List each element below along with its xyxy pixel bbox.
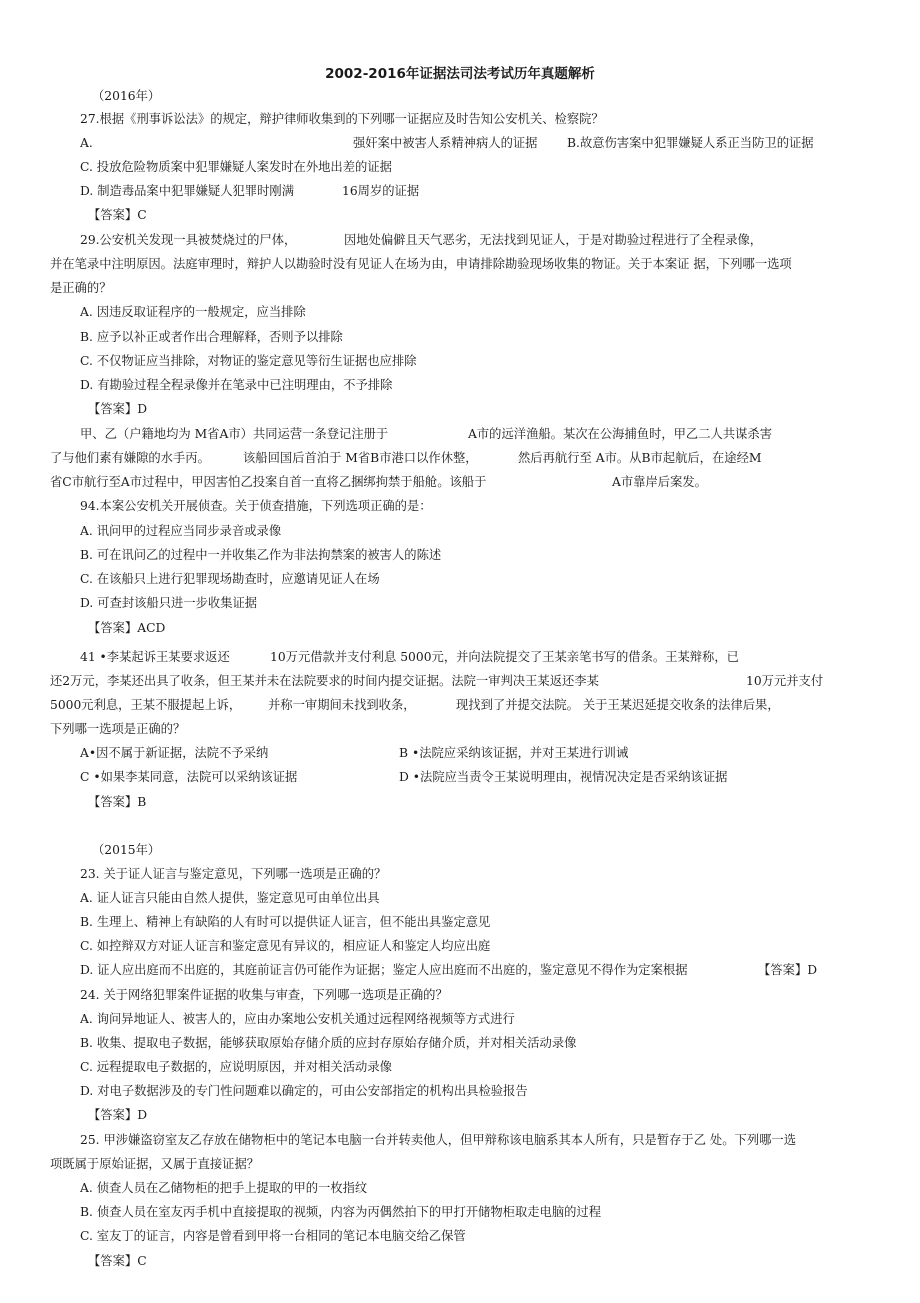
q41-line-1b: 10万元借款并支付利息 5000元，并向法院提交了王某亲笔书写的借条。王某辩称，已 [270, 650, 739, 664]
q24-option-d: D. 对电子数据涉及的专门性问题难以确定的，可由公安部指定的机构出具检验报告 [80, 1084, 528, 1098]
q41-option-c: C •如果李某同意，法院可以采纳该证据 [80, 770, 298, 784]
q94-option-a: A. 讯问甲的过程应当同步录音或录像 [80, 524, 282, 538]
q25-answer: 【答案】C [88, 1254, 147, 1268]
q29-option-c: C. 不仅物证应当排除，对物证的鉴定意见等衍生证据也应排除 [80, 354, 417, 368]
q41-line-1a: 41 •李某起诉王某要求返还 [80, 650, 230, 664]
q27-option-b: B.故意伤害案中犯罪嫌疑人系正当防卫的证据 [567, 136, 814, 150]
q27-option-c: C. 投放危险物质案中犯罪嫌疑人案发时在外地出差的证据 [80, 160, 392, 174]
case94-line-1a: 甲、乙（户籍地均为 M省A市）共同运营一条登记注册于 [80, 427, 389, 441]
q29-stem-2: 并在笔录中注明原因。法庭审理时，辩护人以勘验时没有见证人在场为由，申请排除勘验现场收集的物证。关于本案证 据，下列哪一选项 [50, 257, 792, 271]
document-title: 2002-2016年证据法司法考试历年真题解析 [325, 66, 595, 82]
q27-option-a: 强奸案中被害人系精神病人的证据 [353, 136, 538, 150]
q23-stem: 23. 关于证人证言与鉴定意见，下列哪一选项是正确的？ [80, 867, 387, 881]
q25-stem-2: 项既属于原始证据，又属于直接证据？ [50, 1157, 260, 1171]
year-heading-2015: （2015年） [92, 843, 161, 857]
q41-line-2a: 还2万元，李某还出具了收条，但王某并未在法院要求的时间内提交证据。法院一审判决王某返还李某 [50, 674, 599, 688]
q24-answer: 【答案】D [88, 1108, 148, 1122]
q27-option-a-label: A. [80, 136, 93, 150]
q29-option-d: D. 有勘验过程全程录像并在笔录中已注明理由，不予排除 [80, 378, 393, 392]
q27-stem: 27.根据《刑事诉讼法》的规定，辩护律师收集到的下列哪一证据应及时告知公安机关、检察院？ [80, 112, 604, 126]
q27-option-d: D. 制造毒品案中犯罪嫌疑人犯罪时刚满 [80, 184, 294, 198]
q25-option-c: C. 室友丁的证言，内容是曾看到甲将一台相同的笔记本电脑交给乙保管 [80, 1229, 466, 1243]
q29-answer: 【答案】D [88, 402, 148, 416]
case94-line-2c: 然后再航行至 A市。从B市起航后，在途经M [518, 451, 762, 465]
q27-option-d-cont: 16周岁的证据 [342, 184, 420, 198]
q29-option-b: B. 应予以补正或者作出合理解释，否则予以排除 [80, 330, 343, 344]
q41-line-3c: 现找到了并提交法院。 关于王某迟延提交收条的法律后果， [456, 698, 780, 712]
year-heading-2016: （2016年） [92, 89, 161, 103]
q25-option-a: A. 侦查人员在乙储物柜的把手上提取的甲的一枚指纹 [80, 1181, 368, 1195]
q29-option-a: A. 因违反取证程序的一般规定，应当排除 [80, 305, 306, 319]
q41-option-d: D •法院应当责令王某说明理由，视情况决定是否采纳该证据 [399, 770, 728, 784]
q24-option-b: B. 收集、提取电子数据，能够获取原始存储介质的应封存原始存储介质，并对相关活动录像 [80, 1036, 577, 1050]
q94-option-b: B. 可在讯问乙的过程中一并收集乙作为非法拘禁案的被害人的陈述 [80, 548, 442, 562]
q41-answer: 【答案】B [88, 795, 147, 809]
q23-option-c: C. 如控辩双方对证人证言和鉴定意见有异议的，相应证人和鉴定人均应出庭 [80, 939, 491, 953]
q25-option-b: B. 侦查人员在室友丙手机中直接提取的视频，内容为丙偶然拍下的甲打开储物柜取走电脑的过程 [80, 1205, 602, 1219]
q41-option-a: A•因不属于新证据，法院不予采纳 [80, 746, 269, 760]
q94-stem: 94.本案公安机关开展侦查。关于侦查措施，下列选项正确的是： [80, 499, 432, 513]
q23-answer: 【答案】D [758, 963, 818, 977]
q29-stem-3: 是正确的？ [50, 281, 112, 295]
q23-option-a: A. 证人证言只能由自然人提供，鉴定意见可由单位出具 [80, 891, 380, 905]
q41-line-2b: 10万元并支付 [746, 674, 824, 688]
q27-answer: 【答案】C [88, 208, 147, 222]
q24-option-c: C. 远程提取电子数据的，应说明原因，并对相关活动录像 [80, 1060, 392, 1074]
q41-line-4: 下列哪一选项是正确的？ [50, 722, 186, 736]
q29-stem-1b: 因地处偏僻且天气恶劣，无法找到见证人，于是对勘验过程进行了全程录像， [344, 233, 763, 247]
q41-option-b: B •法院应采纳该证据，并对王某进行训诫 [399, 746, 629, 760]
q25-stem-1: 25. 甲涉嫌盗窃室友乙存放在储物柜中的笔记本电脑一台并转卖他人，但甲辩称该电脑系其本人所有，只是暂存于乙 处。下列哪一选 [80, 1133, 797, 1147]
q41-line-3a: 5000元利息，王某不服提起上诉， [50, 698, 242, 712]
q24-option-a: A. 询问异地证人、被害人的，应由办案地公安机关通过远程网络视频等方式进行 [80, 1012, 515, 1026]
q24-stem: 24. 关于网络犯罪案件证据的收集与审查，下列哪一选项是正确的？ [80, 988, 448, 1002]
case94-line-3b: A市靠岸后案发。 [612, 475, 707, 489]
q23-option-d: D. 证人应出庭而不出庭的，其庭前证言仍可能作为证据；鉴定人应出庭而不出庭的，鉴定意见不得作为定案根据 [80, 963, 688, 977]
q29-stem-1: 29.公安机关发现一具被焚烧过的尸体， [80, 233, 297, 247]
case94-line-3a: 省C市航行至A市过程中，甲因害怕乙投案自首一直将乙捆绑拘禁于船舱。该船于 [50, 475, 487, 489]
case94-line-1b: A市的远洋渔船。某次在公海捕鱼时，甲乙二人共谋杀害 [468, 427, 773, 441]
q94-answer: 【答案】ACD [88, 621, 166, 635]
q41-line-3b: 并称一审期间未找到收条， [268, 698, 416, 712]
q23-option-b: B. 生理上、精神上有缺陷的人有时可以提供证人证言，但不能出具鉴定意见 [80, 915, 491, 929]
case94-line-2b: 该船回国后首泊于 M省B市港口以作休整， [243, 451, 478, 465]
case94-line-2a: 了与他们素有嫌隙的水手丙。 [50, 451, 210, 465]
q94-option-c: C. 在该船只上进行犯罪现场勘查时，应邀请见证人在场 [80, 572, 380, 586]
q94-option-d: D. 可查封该船只进一步收集证据 [80, 596, 258, 610]
